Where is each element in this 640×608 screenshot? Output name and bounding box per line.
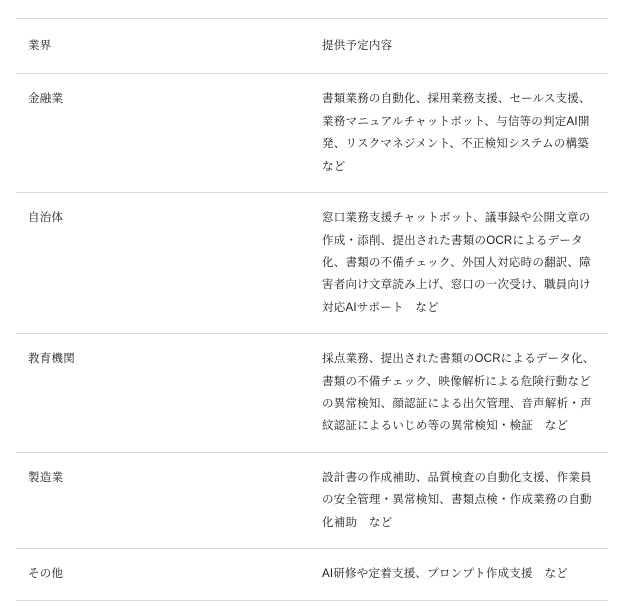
table-row — [16, 549, 608, 600]
cell-content: 窓口業務支援チャットボット、議事録や公開文章の作成・添削、提出された書類のOCRによるデータ化、書類の不備チェック、外国人対応時の翻訳、障害者向け文章読み上げ、窓口の一次受け、職員向け対応AIサポート など — [310, 193, 608, 334]
table-header — [16, 19, 608, 74]
cell-content: 採点業務、提出された書類のOCRによるデータ化、書類の不備チェック、映像解析による危険行動などの異常検知、顔認証による出欠管理、音声解析・声紋認証によるいじめ等の異常検知・検証 など — [310, 334, 608, 453]
table-body — [16, 74, 608, 600]
column-header-industry: 業界 — [16, 19, 310, 74]
cell-industry: 自治体 — [16, 193, 310, 334]
table-header-row — [16, 19, 608, 74]
table-row — [16, 452, 608, 548]
cell-industry: 製造業 — [16, 452, 310, 548]
cell-content: 書類業務の自動化、採用業務支援、セールス支援、業務マニュアルチャットボット、与信等の判定AI開発、リスクマネジメント、不正検知システムの構築 など — [310, 74, 608, 193]
cell-industry: その他 — [16, 549, 310, 600]
offer-table — [16, 18, 608, 601]
cell-industry: 金融業 — [16, 74, 310, 193]
cell-industry: 教育機関 — [16, 334, 310, 453]
column-header-content: 提供予定内容 — [310, 19, 608, 74]
table-row — [16, 74, 608, 193]
cell-content: 設計書の作成補助、品質検査の自動化支援、作業員の安全管理・異常検知、書類点検・作成業務の自動化補助 など — [310, 452, 608, 548]
table-row — [16, 193, 608, 334]
table-row — [16, 334, 608, 453]
cell-content: AI研修や定着支援、プロンプト作成支援 など — [310, 549, 608, 600]
